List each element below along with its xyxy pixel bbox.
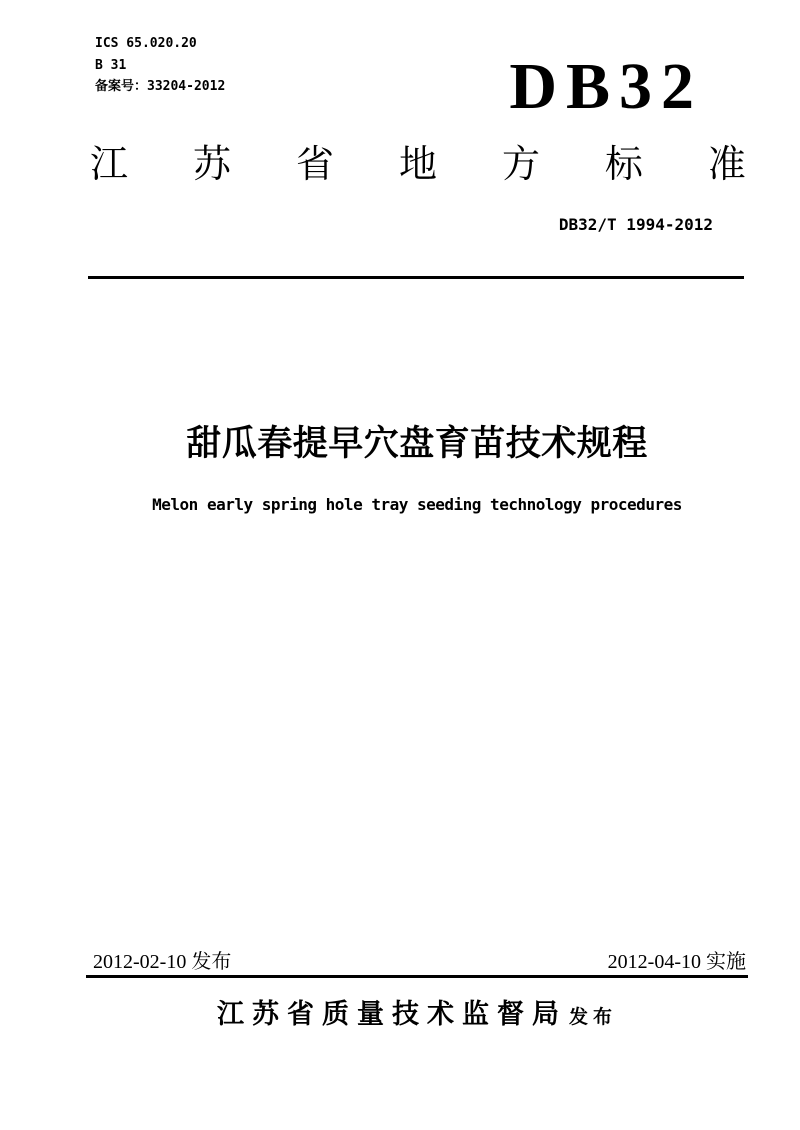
standard-type-char: 地 [398, 144, 437, 186]
standard-number: DB32/T 1994-2012 [558, 215, 713, 234]
implementation-date [608, 949, 746, 976]
standard-type-char: 方 [501, 144, 540, 186]
issue-date [93, 949, 231, 976]
standard-type-char: 江 [90, 144, 129, 186]
publisher-line [88, 994, 746, 1039]
classification-code: B 31 [95, 57, 127, 73]
standard-type-char: 苏 [192, 144, 231, 186]
dates-row [93, 949, 746, 976]
issue-date-value: 2012-02-10 [93, 951, 187, 973]
publisher-name: 江苏省质量技术监督局 [216, 999, 567, 1029]
implementation-date-label: 实施 [706, 951, 746, 973]
header-divider [88, 276, 744, 279]
footer-divider [86, 975, 748, 978]
document-title-zh: 甜瓜春提早穴盘育苗技术规程 [186, 424, 648, 463]
standard-type-char: 省 [295, 144, 334, 186]
implementation-date-value: 2012-04-10 [607, 951, 701, 973]
standard-type-char: 准 [707, 144, 746, 186]
db32-logo: DB32 [509, 50, 703, 123]
ics-code: ICS 65.020.20 [95, 36, 197, 51]
standard-type-title [90, 143, 746, 187]
document-title-en: Melon early spring hole tray seeding technology procedures [152, 495, 682, 514]
standard-type-char: 标 [604, 144, 643, 186]
issue-date-label: 发布 [191, 951, 232, 973]
ics-block [95, 33, 225, 98]
publish-action-label: 发布 [568, 1007, 617, 1028]
record-number: 备案号：33204-2012 [95, 79, 226, 94]
